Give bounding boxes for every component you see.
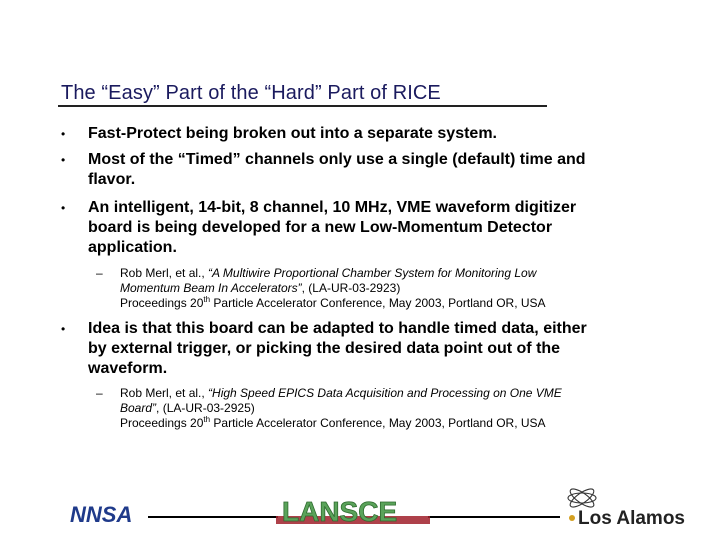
bullet-marker: •	[61, 201, 66, 215]
nnsa-logo-text: NNSA	[70, 502, 133, 527]
title-underline	[58, 105, 547, 107]
bullet-item: Idea is that this board can be adapted to handle timed data, either by external trigger, or picking the desired data point out of the waveform.	[88, 320, 587, 377]
slide-title: The “Easy” Part of the “Hard” Part of RICE	[61, 82, 441, 104]
footer-rule-right	[428, 516, 560, 518]
lansce-logo-text: LANSCE	[282, 496, 398, 527]
atom-dot-icon	[569, 515, 575, 521]
bullet-marker: •	[61, 153, 66, 167]
nnsa-logo	[68, 500, 140, 528]
reference-citation: Rob Merl, et al., “A Multiwire Proportional Chamber System for Monitoring Low Momentum Beam In Accelerators”, (LA-UR-03-2923) Proceedings 20th Particle Accelerator Conference, May 2003, Portland OR, USA	[120, 266, 546, 310]
footer-rule-left	[148, 516, 278, 518]
reference-citation: Rob Merl, et al., “High Speed EPICS Data Acquisition and Processing on One VME Board”, (LA-UR-03-2925) Proceedings 20th Particle Accelerator Conference, May 2003, Portland OR, USA	[120, 386, 562, 430]
bullet-item: Fast-Protect being broken out into a separate system.	[88, 125, 497, 142]
los-alamos-logo	[556, 482, 696, 528]
lansce-logo	[276, 494, 430, 530]
bullet-item: An intelligent, 14-bit, 8 channel, 10 MHz, VME waveform digitizer board is being developed for a new Low-Momentum Detector application.	[88, 199, 577, 256]
bullet-marker: •	[61, 322, 66, 336]
sub-bullet-dash: –	[96, 266, 103, 280]
bullet-marker: •	[61, 127, 66, 141]
atom-icon	[568, 486, 597, 510]
los-alamos-logo-text: Los Alamos	[578, 508, 685, 528]
sub-bullet-dash: –	[96, 386, 103, 400]
bullet-item: Most of the “Timed” channels only use a single (default) time and flavor.	[88, 151, 586, 188]
